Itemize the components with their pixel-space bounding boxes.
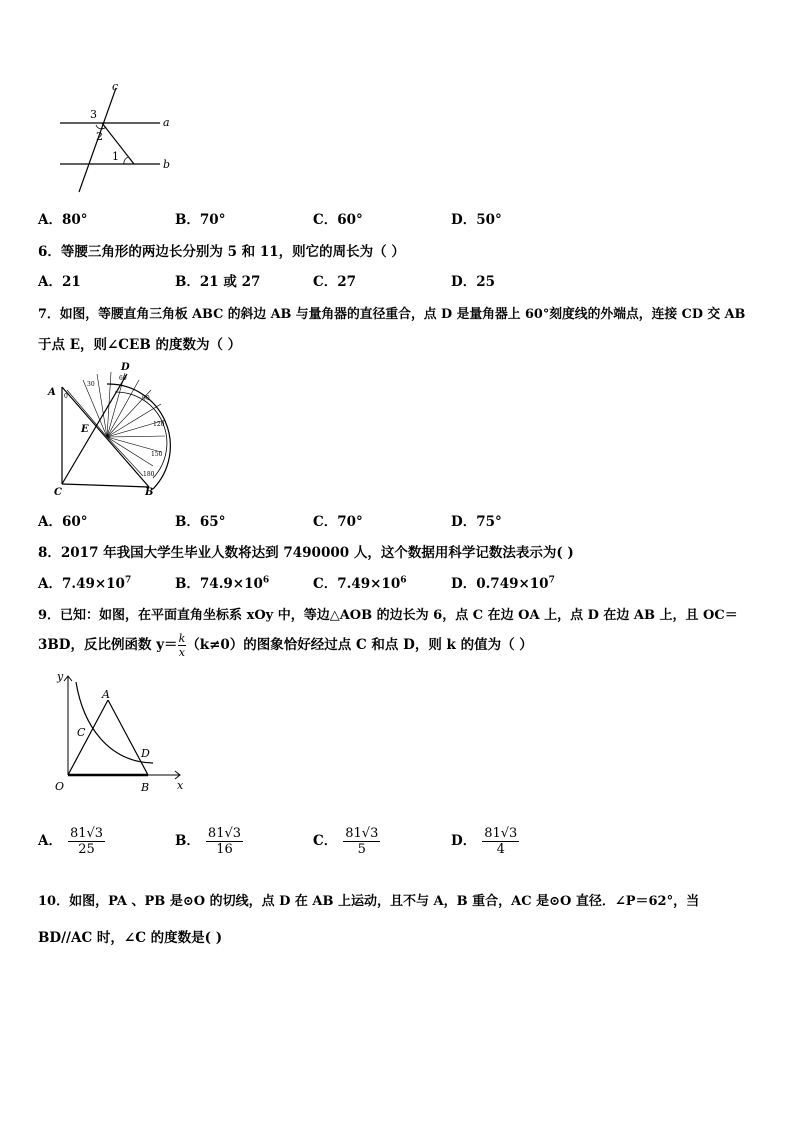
q6-option-d: D．25 [451, 274, 495, 290]
label-d: D [141, 747, 150, 760]
q7-option-c: C．70° [313, 514, 363, 530]
tick-120: 120 [153, 421, 165, 428]
label-b: B [141, 781, 150, 794]
label-c: C [77, 726, 86, 739]
label-c: c [112, 80, 119, 93]
label-a: A [102, 688, 110, 701]
tick-150: 150 [151, 451, 163, 458]
tick-0: 0 [64, 393, 68, 400]
label-1: 1 [112, 150, 119, 163]
q9-stem-line1: 9．已知：如图，在平面直角坐标系 xOy 中，等边△AOB 的边长为 6，点 C 在边 OA 上，点 D 在边 AB 上，且 OC＝ [38, 608, 738, 623]
q7-stem-line1: 7．如图，等腰直角三角板 ABC 的斜边 AB 与量角器的直径重合，点 D 是量角器上 60°刻度线的外端点，连接 CD 交 AB [38, 307, 746, 322]
segment-cb [62, 484, 149, 487]
segment-cd [62, 374, 127, 484]
q6-stem: 6．等腰三角形的两边长分别为 5 和 11，则它的周长为（ ） [38, 244, 405, 260]
label-d: D [121, 362, 130, 373]
q9-option-d: D． $\frac{81√3}{4}$ [451, 826, 518, 857]
label-c: C [54, 487, 62, 498]
segment-ab [108, 700, 148, 775]
q9-option-c: C． $\frac{81√3}{5}$ [313, 826, 379, 857]
segment-oa [68, 700, 108, 775]
label-3: 3 [90, 108, 97, 121]
q6-option-b: B．21 或 27 [175, 274, 261, 290]
q5-option-a: A．80° [38, 212, 88, 228]
q7-figure [45, 360, 195, 500]
label-2: 2 [96, 130, 103, 143]
q7-stem-line2: 于点 E，则∠CEB 的度数为（ ） [38, 337, 242, 353]
q8-stem: 8．2017 年我国大学生毕业人数将达到 7490000 人，这个数据用科学记数法表示为( ) [38, 545, 574, 561]
q9-option-b: B． $\frac{81√3}{16}$ [175, 826, 242, 857]
q7-option-a: A．60° [38, 514, 88, 530]
tick-60: 60 [119, 375, 127, 382]
q8-option-d: D．$0.749\times 10^7$ [451, 575, 555, 592]
tick-90: 90 [142, 395, 150, 402]
q9-stem-line2: 3BD，反比例函数 y＝ $\frac{k}{x}$ （k≠0）的图象恰好经过点 C 和点 D，则 k 的值为（ ） [38, 632, 533, 659]
label-a: a [163, 116, 170, 129]
q6-option-a: A．21 [38, 274, 81, 290]
q8-option-c: C．$7.49\times 10^6$ [313, 575, 407, 592]
q5-option-d: D．50° [451, 212, 502, 228]
k-over-x-fraction: $\frac{k}{x}$ [178, 632, 186, 659]
label-a: A [48, 387, 56, 398]
label-b: B [145, 487, 154, 498]
q6-option-c: C．27 [313, 274, 357, 290]
label-x: x [177, 779, 184, 792]
tick-180: 180 [143, 471, 155, 478]
tick-30: 30 [87, 381, 95, 388]
label-b: b [163, 158, 171, 171]
q9-option-a: A． $\frac{81√3}{25}$ [38, 826, 104, 857]
label-e: E [81, 424, 89, 435]
segment-ab [62, 387, 149, 487]
q5-figure [52, 80, 172, 195]
label-o: O [55, 780, 65, 793]
label-y: y [57, 670, 64, 683]
q7-option-b: B．65° [175, 514, 226, 530]
q9-figure [38, 670, 188, 800]
q5-option-b: B．70° [175, 212, 226, 228]
q7-option-d: D．75° [451, 514, 502, 530]
q5-option-c: C．60° [313, 212, 363, 228]
q8-option-a: A．$7.49\times 10^7$ [38, 575, 132, 592]
q8-option-b: B．$74.9\times 10^6$ [175, 575, 270, 592]
q10-stem-line2: BD//AC 时，∠C 的度数是( ) [38, 930, 223, 946]
q10-stem-line1: 10．如图，PA 、PB 是⊙O 的切线，点 D 在 AB 上运动，且不与 A，B 重合，AC 是⊙O 直径．∠P＝62°，当 [38, 894, 700, 909]
